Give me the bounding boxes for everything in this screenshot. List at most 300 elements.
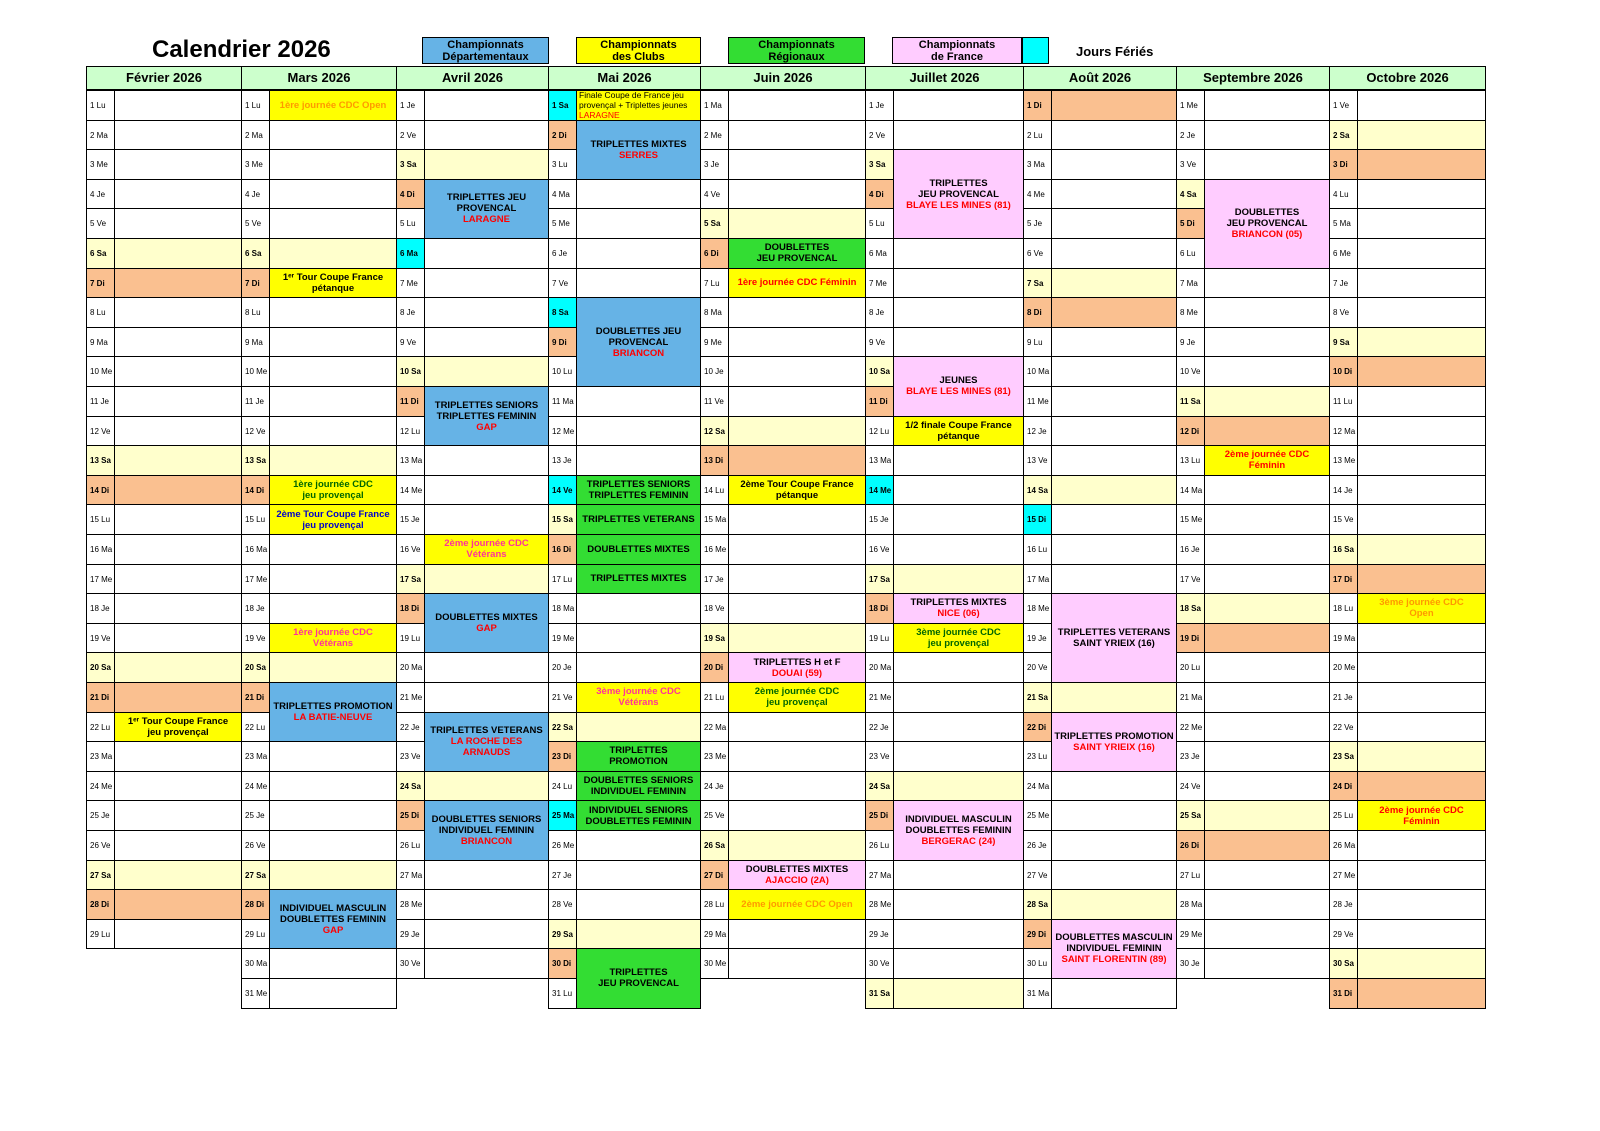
- day-label: 4 Di: [396, 179, 425, 210]
- day-label: 27 Di: [700, 860, 729, 891]
- day-label: 14 Ma: [1176, 475, 1205, 506]
- event-cell: [1051, 682, 1177, 713]
- day-label: 14 Ve: [548, 475, 577, 506]
- event-text: 3ème journée CDC: [1379, 597, 1464, 609]
- event-cell: [1204, 90, 1330, 121]
- event-text: TRIPLETTES: [929, 177, 988, 189]
- event-cell: [114, 386, 242, 417]
- event-text: pétanque: [775, 490, 819, 502]
- day-label: 20 Ma: [865, 652, 894, 683]
- event-cell: [1204, 919, 1330, 950]
- event-cell: [728, 445, 866, 476]
- event-cell: [728, 297, 866, 328]
- day-label: 18 Je: [241, 593, 270, 624]
- event-cell: [1204, 889, 1330, 920]
- event-cell: [893, 445, 1024, 476]
- event-cell: [1357, 238, 1486, 269]
- event-text: SERRES: [618, 149, 659, 161]
- day-label: 27 Ve: [1023, 860, 1052, 891]
- day-label: 6 Sa: [86, 238, 115, 269]
- event-text: JEUNES: [939, 375, 978, 387]
- day-label: 5 Ma: [1329, 208, 1358, 239]
- event-cell: [1204, 830, 1330, 861]
- day-label: 28 Me: [396, 889, 425, 920]
- day-label: 7 Me: [396, 268, 425, 299]
- day-label: 7 Di: [241, 268, 270, 299]
- event-cell: [1357, 889, 1486, 920]
- event-cell: [114, 416, 242, 447]
- event-block: [1051, 919, 1177, 979]
- day-label: 13 Me: [1329, 445, 1358, 476]
- day-label: 17 Je: [700, 564, 729, 595]
- day-label: 10 Di: [1329, 356, 1358, 387]
- event-cell: [576, 445, 701, 476]
- day-label: 30 Sa: [1329, 948, 1358, 979]
- day-label: 27 Ma: [865, 860, 894, 891]
- day-label: 16 Je: [1176, 534, 1205, 565]
- event-text: DOUBLETTES MIXTES: [435, 612, 538, 624]
- event-cell: [424, 149, 549, 180]
- day-label: 26 Lu: [865, 830, 894, 861]
- event-cell: [576, 238, 701, 269]
- day-label: 23 Di: [548, 741, 577, 772]
- event-cell: [728, 919, 866, 950]
- event-cell: [1204, 948, 1330, 979]
- event-cell: [1357, 149, 1486, 180]
- event-cell: [1204, 268, 1330, 299]
- day-label: 9 Ma: [241, 327, 270, 358]
- day-label: 17 Di: [1329, 564, 1358, 595]
- event-text: DOUBLETTES JEU: [595, 325, 682, 337]
- event-cell: [728, 208, 866, 239]
- day-label: 19 Ma: [1329, 623, 1358, 654]
- day-label: 3 Ve: [1176, 149, 1205, 180]
- event-block: [424, 712, 549, 772]
- event-text: LA BATIE-NEUVE: [293, 712, 373, 724]
- event-text: DOUBLETTES MIXTES: [745, 863, 849, 875]
- day-label: 19 Lu: [396, 623, 425, 654]
- day-label: 24 Me: [86, 771, 115, 802]
- day-label: 4 Me: [1023, 179, 1052, 210]
- event-block: [269, 623, 397, 654]
- event-cell: [1051, 416, 1177, 447]
- event-cell: [1357, 682, 1486, 713]
- event-text: DOUBLETTES SENIORS: [583, 775, 694, 787]
- day-label: 29 Ma: [700, 919, 729, 950]
- event-block: [576, 297, 701, 387]
- day-label: 1 Sa: [548, 90, 577, 121]
- day-label: 24 Je: [700, 771, 729, 802]
- day-label: 11 Sa: [1176, 386, 1205, 417]
- event-text: PROVENCAL: [608, 336, 669, 348]
- day-label: 17 Sa: [865, 564, 894, 595]
- event-cell: [1204, 712, 1330, 743]
- day-label: 30 Me: [700, 948, 729, 979]
- day-label: 18 Je: [86, 593, 115, 624]
- event-cell: [424, 475, 549, 506]
- day-label: 5 Di: [1176, 208, 1205, 239]
- event-text: TRIPLETTES: [609, 967, 668, 979]
- day-label: 7 Je: [1329, 268, 1358, 299]
- day-label: 3 Sa: [396, 149, 425, 180]
- event-cell: [576, 416, 701, 447]
- event-cell: [114, 682, 242, 713]
- day-label: 13 Ve: [1023, 445, 1052, 476]
- day-label: 26 Je: [1023, 830, 1052, 861]
- event-block: [576, 534, 701, 565]
- day-label: 19 Me: [548, 623, 577, 654]
- event-cell: [893, 652, 1024, 683]
- day-label: 26 Me: [548, 830, 577, 861]
- day-label: 29 Je: [865, 919, 894, 950]
- event-text: DOUBLETTES: [764, 242, 830, 254]
- month-header: Mai 2026: [548, 66, 701, 90]
- event-cell: [269, 356, 397, 387]
- day-label: 13 Lu: [1176, 445, 1205, 476]
- event-cell: [114, 830, 242, 861]
- day-label: 11 Ma: [548, 386, 577, 417]
- event-cell: [1357, 564, 1486, 595]
- day-label: 4 Lu: [1329, 179, 1358, 210]
- event-text: TRIPLETTES FEMININ: [588, 490, 689, 502]
- day-label: 9 Me: [700, 327, 729, 358]
- event-cell: [269, 149, 397, 180]
- day-label: 5 Lu: [396, 208, 425, 239]
- day-label: 2 Di: [548, 120, 577, 151]
- day-label: 18 Ma: [548, 593, 577, 624]
- event-block: [1204, 445, 1330, 476]
- day-label: 8 Sa: [548, 297, 577, 328]
- event-text: 2ème journée CDC Féminin: [1379, 804, 1464, 827]
- event-cell: [1204, 356, 1330, 387]
- event-cell: [1357, 978, 1486, 1009]
- event-text: BLAYE LES MINES (81): [906, 386, 1011, 398]
- event-cell: [576, 652, 701, 683]
- event-cell: [114, 741, 242, 772]
- event-cell: [1357, 623, 1486, 654]
- event-block: [269, 682, 397, 742]
- day-label: 8 Lu: [86, 297, 115, 328]
- day-label: 20 Ve: [1023, 652, 1052, 683]
- day-label: 8 Ma: [700, 297, 729, 328]
- day-label: 26 Lu: [396, 830, 425, 861]
- day-label: 2 Ma: [241, 120, 270, 151]
- event-cell: [576, 179, 701, 210]
- day-label: 4 Sa: [1176, 179, 1205, 210]
- event-text: 3ème journée CDC: [916, 627, 1001, 639]
- day-label: 12 Di: [1176, 416, 1205, 447]
- event-cell: [1051, 327, 1177, 358]
- day-label: 29 Di: [1023, 919, 1052, 950]
- day-label: 2 Ma: [86, 120, 115, 151]
- event-cell: [893, 90, 1024, 121]
- event-cell: [728, 564, 866, 595]
- event-cell: [728, 712, 866, 743]
- event-cell: [576, 712, 701, 743]
- event-text: Vétérans: [312, 638, 354, 650]
- event-cell: [1051, 860, 1177, 891]
- day-label: 25 Lu: [1329, 800, 1358, 831]
- day-label: 31 Lu: [548, 978, 577, 1009]
- event-block: [1357, 800, 1486, 831]
- event-cell: [114, 652, 242, 683]
- event-text: 1ère journée CDC: [293, 627, 373, 639]
- event-block: [576, 741, 701, 772]
- event-cell: [728, 800, 866, 831]
- event-cell: [893, 682, 1024, 713]
- event-cell: [893, 860, 1024, 891]
- event-text: JEU PROVENCAL: [1226, 218, 1308, 230]
- event-text: TRIPLETTES SENIORS: [434, 399, 539, 411]
- month-header: Juin 2026: [700, 66, 866, 90]
- day-label: 9 Ma: [86, 327, 115, 358]
- event-block: [576, 948, 701, 1008]
- day-label: 17 Ma: [1023, 564, 1052, 595]
- event-cell: [1357, 268, 1486, 299]
- event-cell: [1357, 208, 1486, 239]
- day-label: 30 Ve: [865, 948, 894, 979]
- day-label: 25 Di: [865, 800, 894, 831]
- day-label: 22 Di: [1023, 712, 1052, 743]
- event-text: jeu provençal: [302, 519, 364, 531]
- event-cell: [893, 919, 1024, 950]
- event-cell: [576, 268, 701, 299]
- day-label: 25 Me: [1023, 800, 1052, 831]
- event-text: DOUBLETTES FEMININ: [279, 913, 387, 925]
- day-label: 4 Je: [86, 179, 115, 210]
- day-label: 12 Lu: [865, 416, 894, 447]
- event-cell: [269, 860, 397, 891]
- event-cell: [114, 327, 242, 358]
- day-label: 1 Ma: [700, 90, 729, 121]
- event-text: BRIANCON: [612, 347, 665, 359]
- event-text: jeu provençal: [147, 726, 209, 738]
- event-text: TRIPLETTES PROMOTION: [273, 701, 393, 713]
- day-label: 17 Lu: [548, 564, 577, 595]
- day-label: 24 Ve: [1176, 771, 1205, 802]
- event-text: 2ème Tour Coupe France: [740, 479, 854, 491]
- day-label: 2 Je: [1176, 120, 1205, 151]
- event-block: [893, 149, 1024, 239]
- event-text: INDIVIDUEL MASCULIN: [279, 902, 387, 914]
- event-cell: [1204, 564, 1330, 595]
- day-label: 16 Ve: [865, 534, 894, 565]
- day-label: 29 Lu: [241, 919, 270, 950]
- day-label: 11 Di: [865, 386, 894, 417]
- event-cell: [424, 120, 549, 151]
- day-label: 25 Sa: [1176, 800, 1205, 831]
- event-cell: [269, 386, 397, 417]
- event-cell: [269, 800, 397, 831]
- event-cell: [728, 948, 866, 979]
- day-label: 3 Je: [700, 149, 729, 180]
- day-label: 28 Me: [865, 889, 894, 920]
- event-cell: [1051, 800, 1177, 831]
- event-cell: [269, 416, 397, 447]
- event-cell: [1051, 978, 1177, 1009]
- event-text: Vétérans: [466, 549, 507, 561]
- day-label: 14 Je: [1329, 475, 1358, 506]
- day-label: 5 Ve: [86, 208, 115, 239]
- day-label: 7 Ma: [1176, 268, 1205, 299]
- event-cell: [576, 860, 701, 891]
- event-block: [576, 90, 701, 121]
- day-label: 25 Je: [241, 800, 270, 831]
- day-label: 6 Me: [1329, 238, 1358, 269]
- event-cell: [1357, 504, 1486, 535]
- event-text: Finale Coupe de France jeu: [579, 90, 684, 101]
- event-cell: [728, 90, 866, 121]
- event-text: BERGERAC (24): [921, 835, 996, 847]
- day-label: 19 Ve: [86, 623, 115, 654]
- event-cell: [424, 504, 549, 535]
- event-cell: [269, 297, 397, 328]
- event-cell: [728, 623, 866, 654]
- day-label: 1 Lu: [86, 90, 115, 121]
- event-cell: [893, 564, 1024, 595]
- event-cell: [728, 771, 866, 802]
- day-label: 10 Ma: [1023, 356, 1052, 387]
- day-label: 12 Sa: [700, 416, 729, 447]
- event-text: TRIPLETTES PROMOTION: [1054, 730, 1174, 742]
- event-cell: [424, 948, 549, 979]
- event-cell: [269, 652, 397, 683]
- event-block: [893, 593, 1024, 624]
- day-label: 14 Di: [86, 475, 115, 506]
- day-label: 27 Sa: [86, 860, 115, 891]
- event-cell: [269, 948, 397, 979]
- event-block: [424, 179, 549, 239]
- day-label: 28 Ve: [548, 889, 577, 920]
- day-label: 16 Ve: [396, 534, 425, 565]
- day-label: 5 Lu: [865, 208, 894, 239]
- day-label: 7 Di: [86, 268, 115, 299]
- event-cell: [1204, 593, 1330, 624]
- day-label: 15 Lu: [86, 504, 115, 535]
- day-label: 13 Ma: [865, 445, 894, 476]
- event-cell: [1051, 208, 1177, 239]
- event-cell: [424, 860, 549, 891]
- event-cell: [114, 475, 242, 506]
- day-label: 4 Di: [865, 179, 894, 210]
- day-label: 15 Ve: [1329, 504, 1358, 535]
- day-label: 9 Di: [548, 327, 577, 358]
- event-text: TRIPLETTES FEMININ: [436, 410, 537, 422]
- event-cell: [893, 120, 1024, 151]
- day-label: 16 Ma: [86, 534, 115, 565]
- day-label: 15 Ma: [700, 504, 729, 535]
- event-text: BRIANCON (05): [1231, 229, 1303, 241]
- event-cell: [1357, 386, 1486, 417]
- event-cell: [424, 90, 549, 121]
- day-label: 3 Lu: [548, 149, 577, 180]
- event-cell: [1357, 356, 1486, 387]
- event-text: GAP: [322, 924, 344, 936]
- event-text: INDIVIDUEL FEMININ: [590, 786, 687, 798]
- day-label: 8 Di: [1023, 297, 1052, 328]
- day-label: 13 Di: [700, 445, 729, 476]
- day-label: 17 Ve: [1176, 564, 1205, 595]
- day-label: 21 Me: [396, 682, 425, 713]
- day-label: 25 Di: [396, 800, 425, 831]
- day-label: 3 Me: [241, 149, 270, 180]
- event-block: [114, 712, 242, 743]
- day-label: 15 Me: [1176, 504, 1205, 535]
- event-block: [424, 386, 549, 446]
- event-text: LARAGNE: [463, 214, 510, 226]
- event-block: [424, 593, 549, 653]
- day-label: 21 Ma: [1176, 682, 1205, 713]
- day-label: 4 Je: [241, 179, 270, 210]
- day-label: 2 Lu: [1023, 120, 1052, 151]
- event-text: JEU PROVENCAL: [756, 253, 838, 265]
- day-label: 3 Di: [1329, 149, 1358, 180]
- event-text: DOUAI (59): [771, 667, 823, 679]
- event-cell: [728, 179, 866, 210]
- event-text: DOUBLETTES MIXTES: [587, 543, 690, 555]
- day-label: 31 Sa: [865, 978, 894, 1009]
- day-label: 22 Me: [1176, 712, 1205, 743]
- day-label: 7 Lu: [700, 268, 729, 299]
- day-label: 11 Je: [86, 386, 115, 417]
- event-text: 1ᵉʳ Tour Coupe France: [127, 715, 229, 727]
- event-cell: [1204, 386, 1330, 417]
- event-cell: [114, 90, 242, 121]
- event-block: [728, 268, 866, 299]
- day-label: 2 Ve: [865, 120, 894, 151]
- day-label: 31 Ma: [1023, 978, 1052, 1009]
- day-label: 12 Lu: [396, 416, 425, 447]
- event-block: [576, 504, 701, 535]
- day-label: 8 Ve: [1329, 297, 1358, 328]
- event-block: [1051, 593, 1177, 683]
- day-label: 16 Ma: [241, 534, 270, 565]
- legend-holiday: [1022, 37, 1049, 64]
- event-block: [728, 860, 866, 891]
- event-cell: [1051, 386, 1177, 417]
- event-block: [576, 120, 701, 180]
- day-label: 16 Me: [700, 534, 729, 565]
- day-label: 11 Me: [1023, 386, 1052, 417]
- day-label: 21 Di: [241, 682, 270, 713]
- event-text: JEU PROVENCAL: [918, 188, 999, 200]
- event-cell: [1051, 771, 1177, 802]
- day-label: 8 Me: [1176, 297, 1205, 328]
- day-label: 1 Di: [1023, 90, 1052, 121]
- day-label: 28 Lu: [700, 889, 729, 920]
- event-cell: [269, 534, 397, 565]
- event-cell: [1204, 120, 1330, 151]
- day-label: 7 Sa: [1023, 268, 1052, 299]
- event-cell: [728, 120, 866, 151]
- day-label: 4 Ve: [700, 179, 729, 210]
- event-text: TRIPLETTES MIXTES: [910, 597, 1007, 609]
- event-cell: [114, 297, 242, 328]
- day-label: 22 Je: [865, 712, 894, 743]
- day-label: 19 Sa: [700, 623, 729, 654]
- event-cell: [424, 297, 549, 328]
- day-label: 21 Me: [865, 682, 894, 713]
- event-cell: [1051, 889, 1177, 920]
- day-label: 29 Sa: [548, 919, 577, 950]
- day-label: 16 Lu: [1023, 534, 1052, 565]
- event-cell: [424, 356, 549, 387]
- event-text: BLAYE LES MINES (81): [906, 199, 1011, 211]
- event-text: SAINT YRIEIX (16): [1073, 638, 1155, 650]
- day-label: 22 Lu: [241, 712, 270, 743]
- day-label: 13 Ma: [396, 445, 425, 476]
- event-cell: [1357, 712, 1486, 743]
